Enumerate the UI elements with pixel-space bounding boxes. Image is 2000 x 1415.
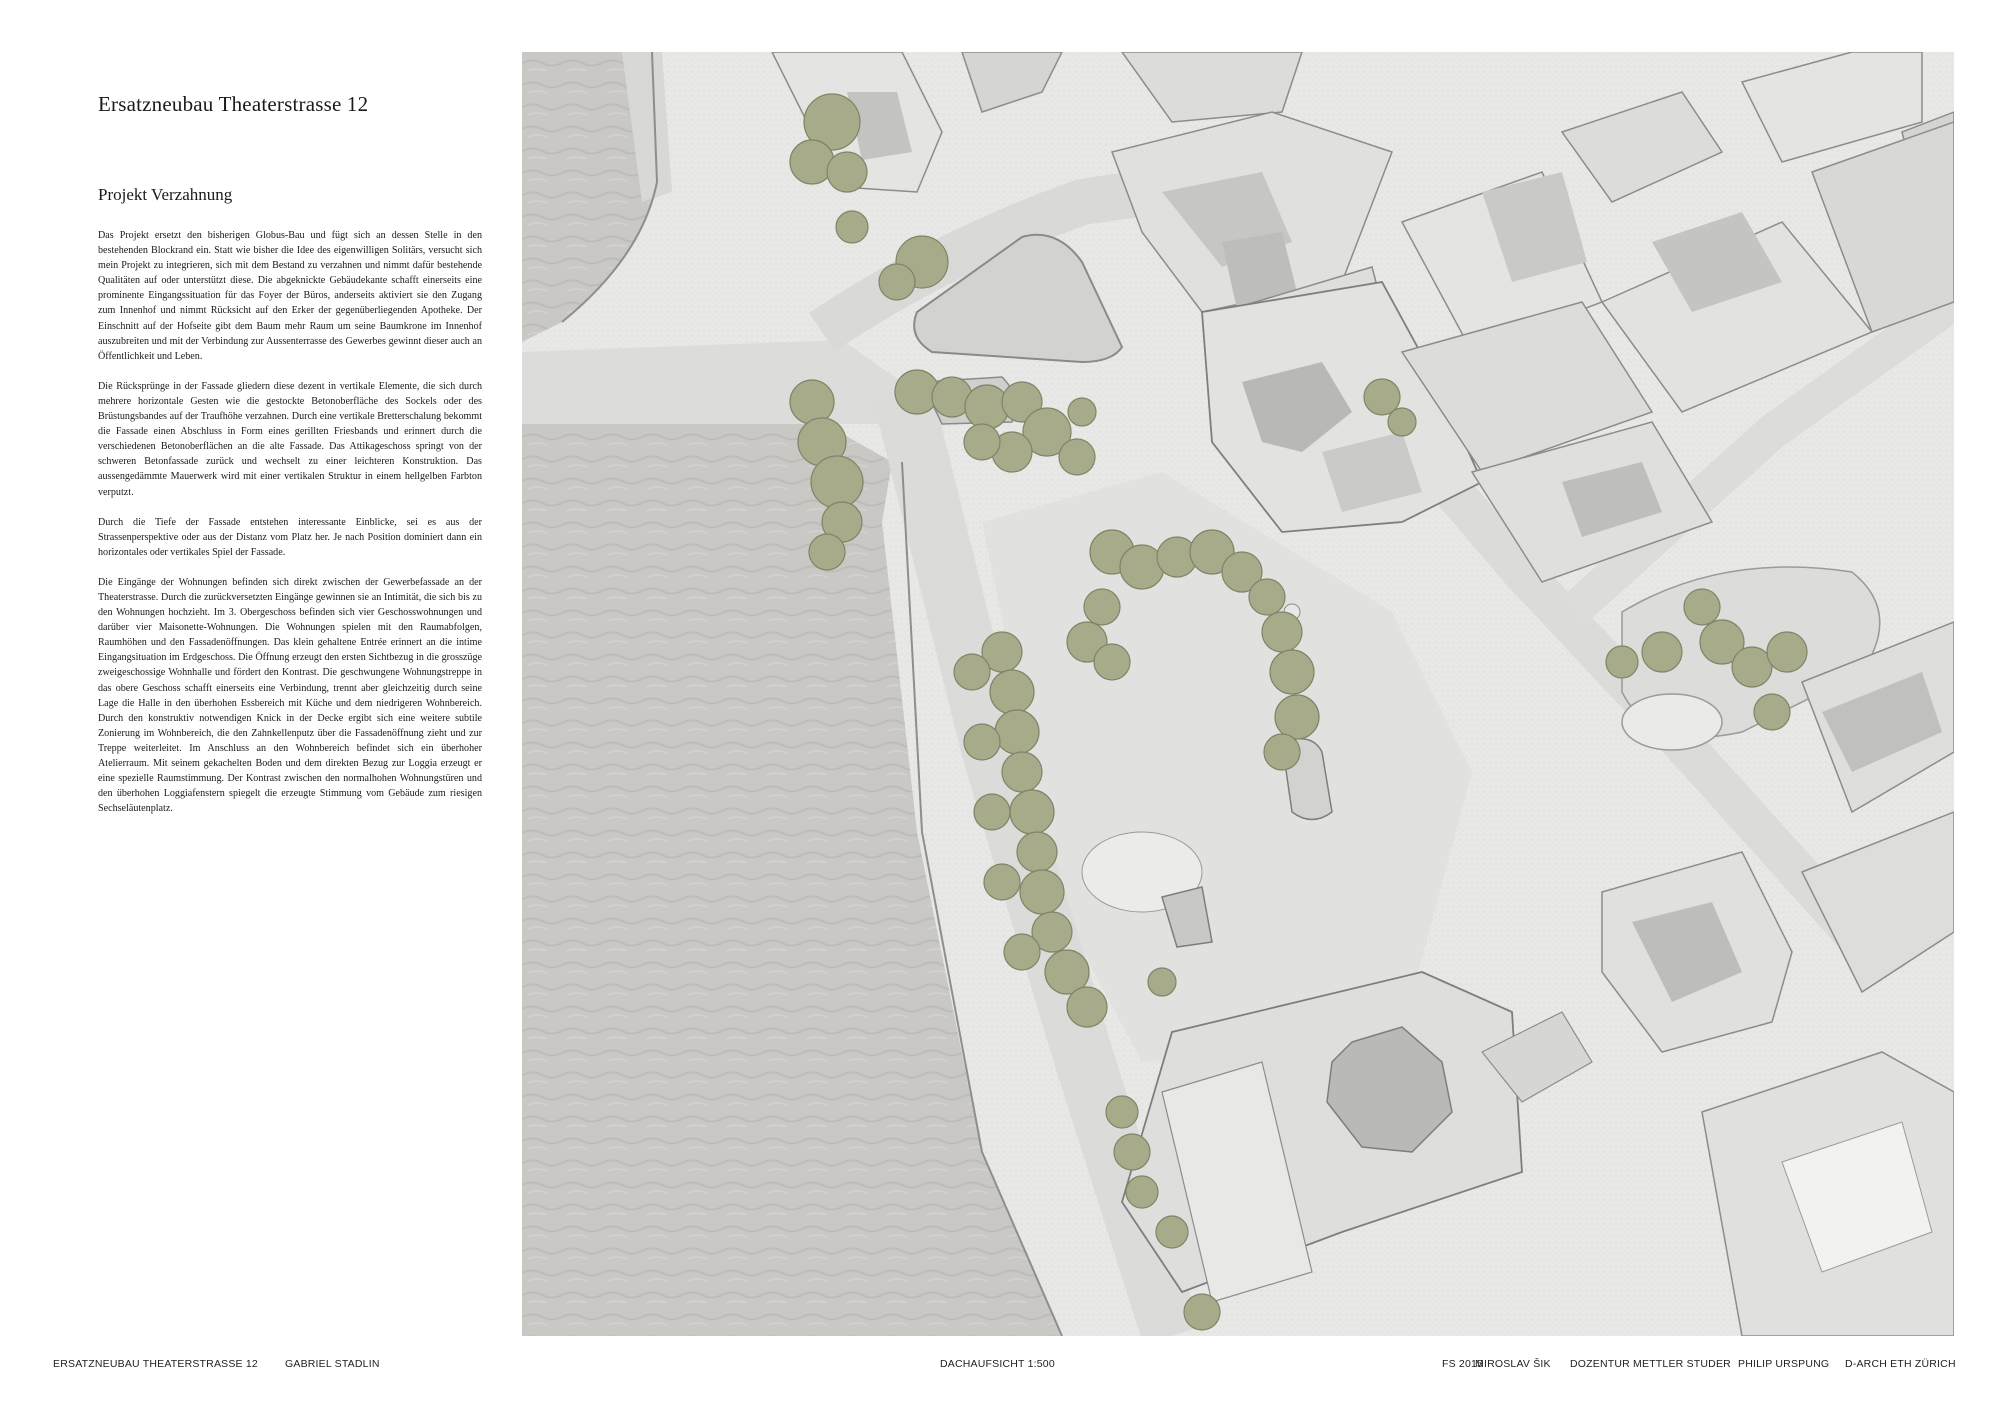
text-column [53, 52, 522, 1336]
footer-author: GABRIEL STADLIN [285, 1358, 380, 1370]
site-plan-drawing [522, 52, 1954, 1336]
footer-semester: FS 2015 [1442, 1358, 1484, 1370]
site-plan [522, 52, 1954, 1336]
plaza-element [1622, 694, 1722, 750]
footer-urspung: PHILIP URSPUNG [1738, 1358, 1830, 1370]
paragraph: Das Projekt ersetzt den bisherigen Globus-Bau und fügt sich an dessen Stelle in den bestehenden Blockrand ein. Statt wie bisher die Idee des eigenwilligen Solitärs, versucht sich mein Projekt zu integrieren, sich mit dem Bestand zu verzahnen und nimmt dafür bestehende Qualitäten auf oder unterstützt diese. Die abgeknickte Gebäudekante schafft einerseits eine prominente Eingangssituation für das Foyer der Büros, anderseits aktiviert sie den Zugang zum Innenhof und nimmt Rücksicht auf den Erker der gegenüberliegenden Apotheke. Der Einschnitt auf der Hofseite gibt dem Baum mehr Raum um seine Baumkrone im Innenhof auszubreiten und mit der Verbindung zur Aussenterrasse des Gewerbes gewinnt dieser auch an Öffentlichkeit und Leben. [98, 230, 482, 362]
description-text [98, 228, 482, 831]
paragraph: Durch die Tiefe der Fassade entstehen interessante Einblicke, sei es aus der Strassenperspektive oder aus der Distanz vom Platz her. Je nach Position dominiert dann ein horizontales oder vertikales Spiel der Fassade. [98, 516, 482, 558]
bridge [522, 340, 902, 424]
footer-project: ERSATZNEUBAU THEATERSTRASSE 12 [53, 1358, 258, 1370]
paragraph: Die Eingänge der Wohnungen befinden sich direkt zwischen der Gewerbefassade an der Theaterstrasse. Durch die zurückversetzten Eingänge gewinnen sie an Intimität, die sich bis zu den Wohnungen hochzieht. Im 3. Obergeschoss befinden sich vier Geschosswohnungen und darüber vier Maisonette-Wohnungen. Die Wohnungen spielen mit den Raumabfolgen, Raumhöhen und den Fassadenöffnungen. Das klein gehaltene Entrée erinnert an die intime Eingangsituation im Erdgeschoss. Die Öffnung erzeugt den ersten Sichtbezug in die grosszüge zweigeschossige Wohnhalle und fördert den Kontrast. Die geschwungene Wohnungstreppe in das obere Geschoss schafft einerseits eine Verbindung, trennt aber gleichzeitig durch seine Lage die Halle in den überhohen Essbereich mit Küche und dem niedrigeren Wohnbereich. Durch den konstruktiv notwendigen Knick in der Decke ergibt sich eine weitere subtile Zonierung im Wohnbereich, die den Zahnkellenputz über die Fassadenöffnung zieht und zur Treppe weiterleitet. Im Anschluss an den Wohnbereich befindet sich ein überhoher Atelierraum. Mit seinem gekachelten Boden und dem direkten Bezug zur Loggia erzeugt er eine spezielle Raumstimmung. Der Kontrast zwischen den normalhohen Wohnungstüren und den überhohen Loggiafenstern spiegelt die erzeugte Stimmung vom Gebäude zum riesigen Sechseläutenplatz. [98, 576, 482, 815]
footer-drawing-title: DACHAUFSICHT 1:500 [940, 1358, 1055, 1370]
section-heading: Projekt Verzahnung [98, 185, 233, 204]
paragraph: Die Rücksprünge in der Fassade gliedern diese dezent in vertikale Elemente, die sich durch mehrere horizontale Gesten wie die gestockte Betonoberfläche des Sockels oder des Brüstungsbandes auf der Traufhöhe verzahnen. Durch eine vertikale Bretterschalung bekommt die Fassade einen Abschluss in Form eines gerillten Friesbands und erinnert durch die verschiedenen Betonoberflächen an die alte Fassade. Das Attikageschoss springt von der schweren Betonfassade zurück und wechselt zu einer leichteren Konstruktion. Das aussengedämmte Mauerwerk wird mit einer vertikalen Struktur in einem hellgelben Farbton verputzt. [98, 380, 482, 498]
footer-dozentur: DOZENTUR METTLER STUDER [1570, 1358, 1731, 1370]
footer-institution: D-ARCH ETH ZÜRICH [1845, 1358, 1956, 1370]
page-title: Ersatzneubau Theaterstrasse 12 [98, 92, 369, 116]
footer-professor: MIROSLAV ŠIK [1475, 1358, 1551, 1370]
